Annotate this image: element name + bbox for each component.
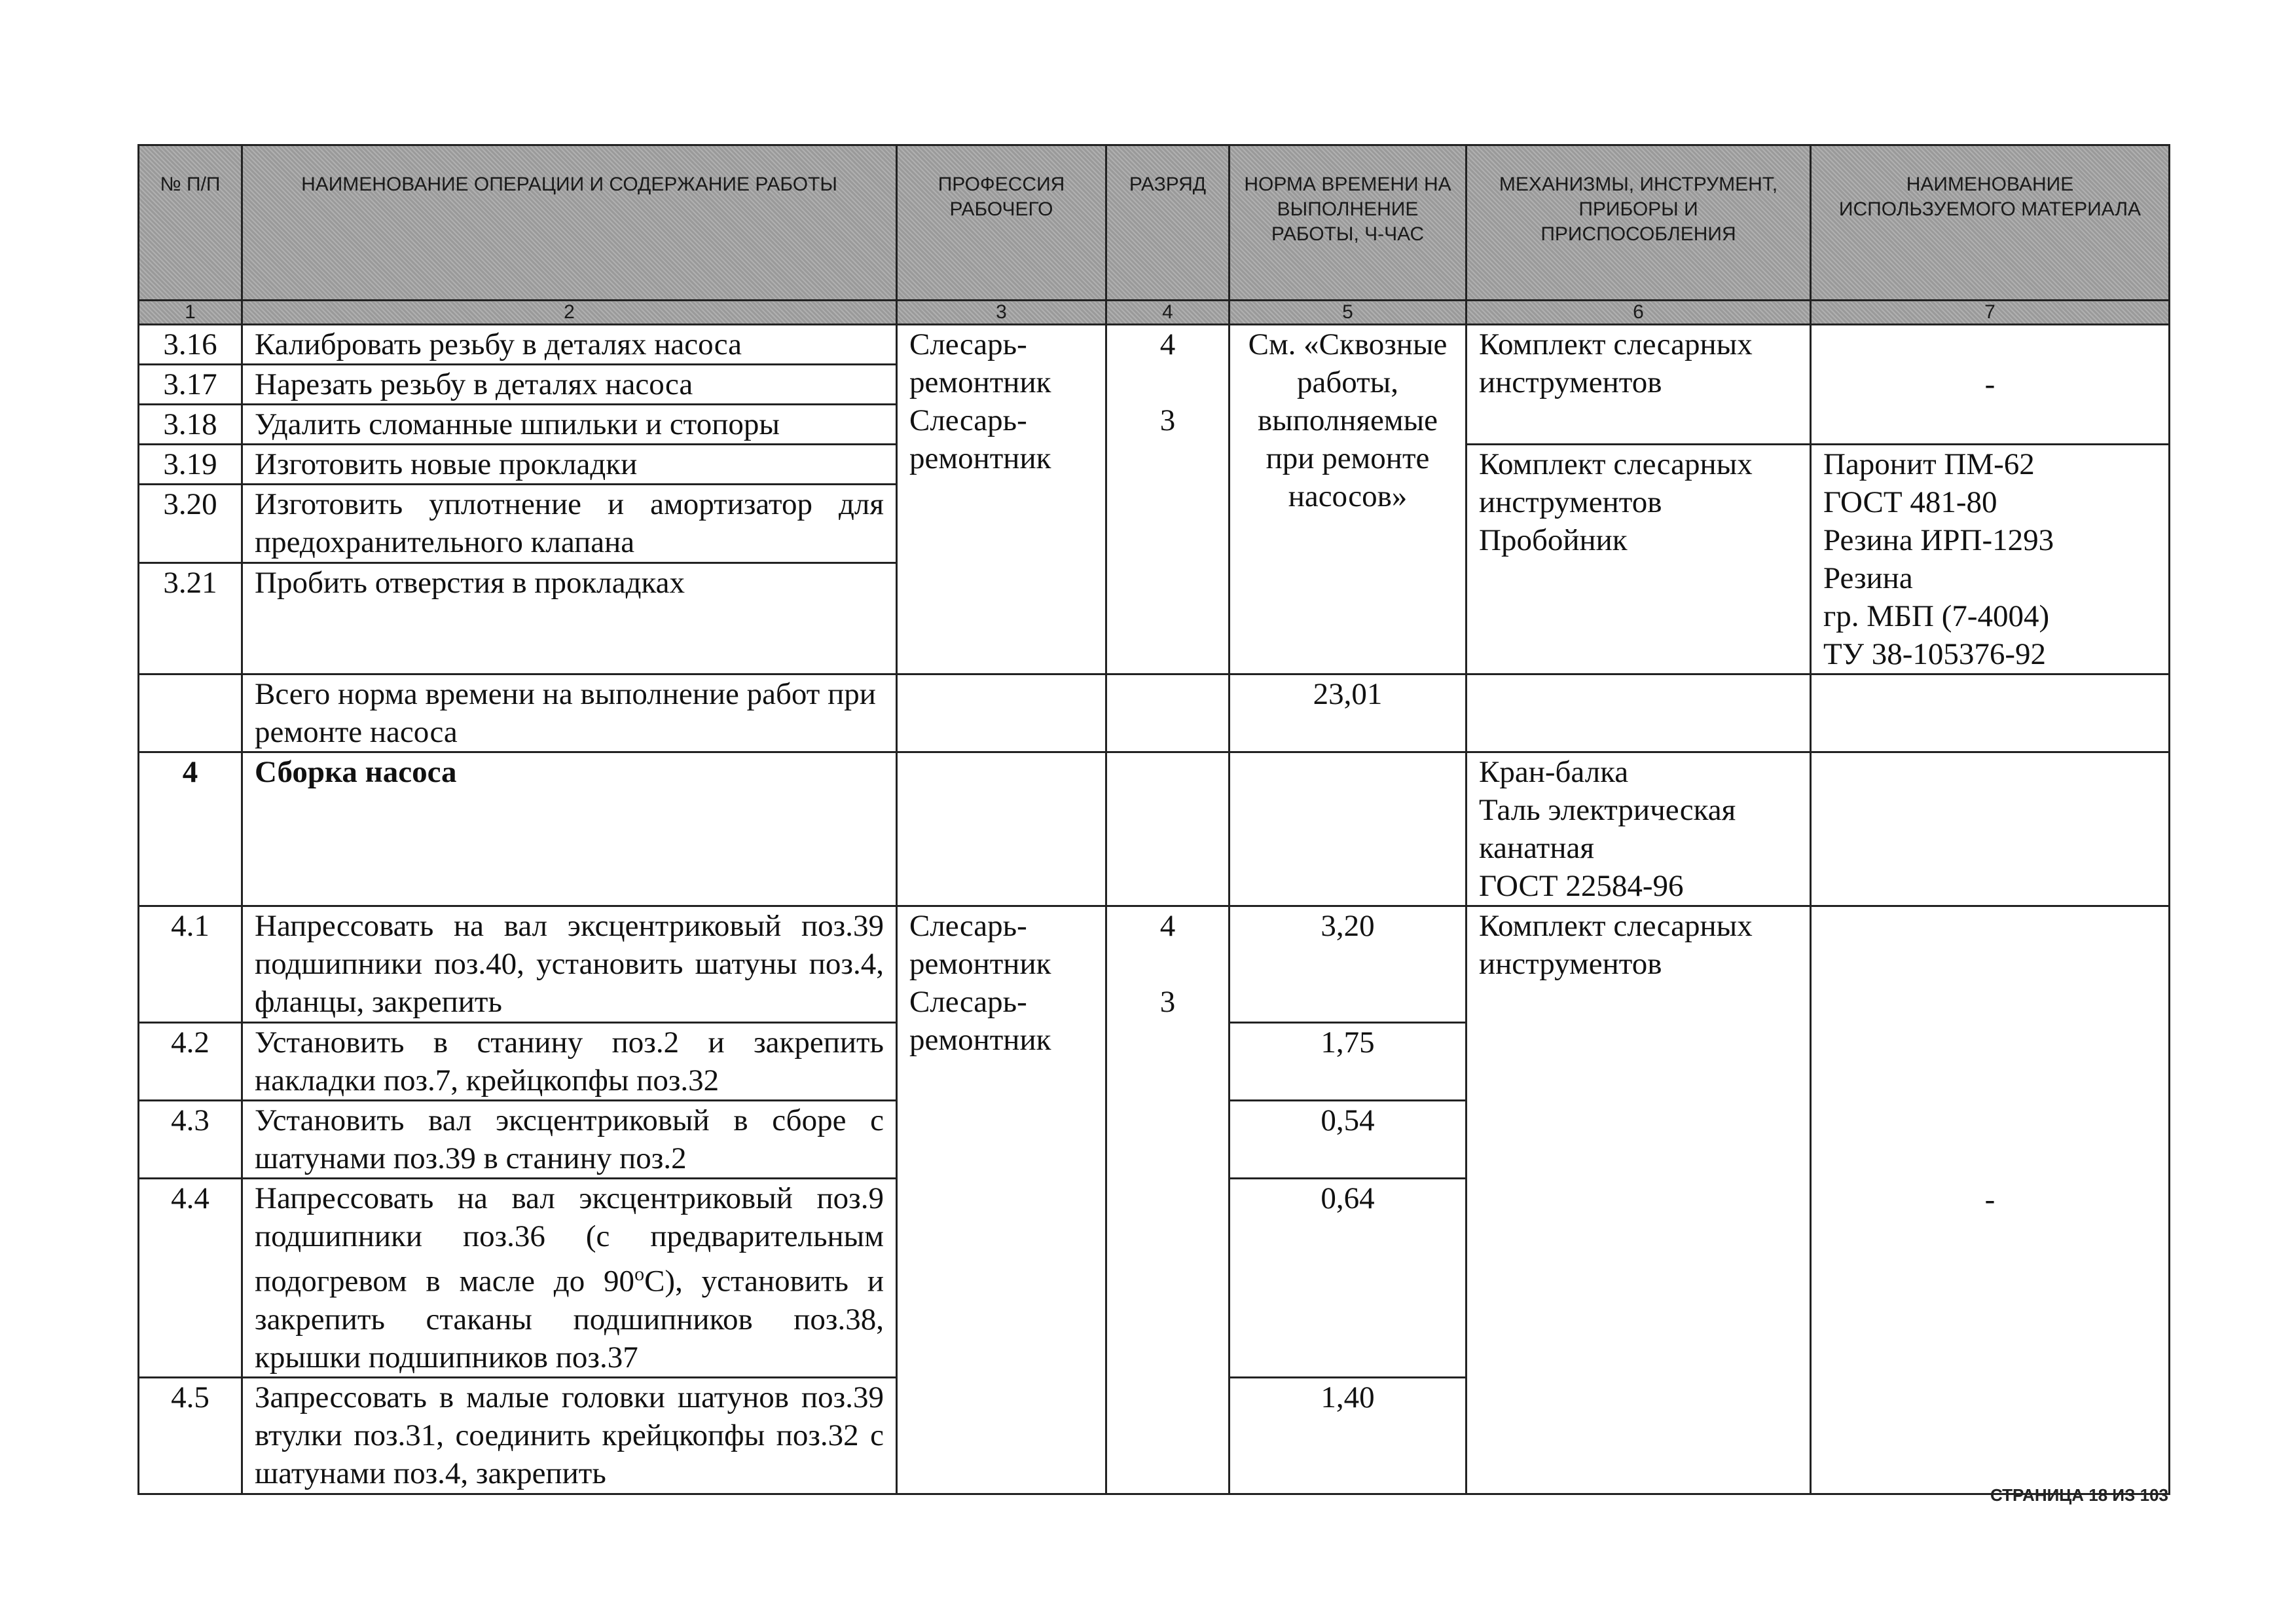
- header-profession: ПРОФЕССИЯ РАБОЧЕГО: [897, 145, 1106, 301]
- header-num: № П/П: [139, 145, 242, 301]
- profession-text: Слесарь-ремонтник: [909, 403, 1051, 475]
- header-col-number: 1: [139, 301, 242, 325]
- header-tools: МЕХАНИЗМЫ, ИНСТРУМЕНТ, ПРИБОРЫ И ПРИСПОСОБЛЕНИЯ: [1467, 145, 1811, 301]
- degree-sup: о: [634, 1263, 645, 1285]
- empty-cell: [1230, 752, 1467, 906]
- empty-cell: [1811, 674, 2170, 752]
- row-num: 4.3: [139, 1101, 242, 1179]
- row-operation: Изготовить уплотнение и амортизатор для предохранительного клапана: [242, 485, 897, 563]
- tools-cell: Комплект слесарных инструментов: [1467, 325, 1811, 445]
- grade-value: 3: [1159, 403, 1176, 437]
- row-num: 3.16: [139, 325, 242, 365]
- header-time-norm: НОРМА ВРЕМЕНИ НА ВЫПОЛНЕНИЕ РАБОТЫ, Ч-ЧАС: [1230, 145, 1467, 301]
- profession-text: Слесарь-ремонтник: [909, 909, 1051, 981]
- row-operation: Напрессовать на вал эксцентриковый поз.39 подшипники поз.40, установить шатуны поз.4, фланцы, закрепить: [242, 906, 897, 1023]
- equipment-text: Таль электрическая канатная: [1479, 793, 1736, 865]
- equipment-text: Кран-балка: [1479, 755, 1629, 789]
- row-norm: 0,64: [1230, 1179, 1467, 1378]
- header-col-number: 6: [1467, 301, 1811, 325]
- row-norm: 1,40: [1230, 1377, 1467, 1494]
- material-text: Паронит ПМ-62: [1823, 447, 2035, 481]
- row-norm: 1,75: [1230, 1023, 1467, 1101]
- empty-cell: [1811, 752, 2170, 906]
- header-col-number: 7: [1811, 301, 2170, 325]
- table-row: [139, 325, 2170, 365]
- row-norm: 3,20: [1230, 906, 1467, 1023]
- section-title: Сборка насоса: [242, 752, 897, 906]
- equipment-cell: [1467, 752, 1811, 906]
- header-col-number: 2: [242, 301, 897, 325]
- empty-cell: [897, 752, 1106, 906]
- empty-cell: [1106, 752, 1230, 906]
- grade-value: 4: [1159, 327, 1176, 361]
- tools-text: Комплект слесарных инструментов: [1479, 447, 1753, 519]
- grade-value: 4: [1159, 909, 1176, 943]
- material-cell: -: [1811, 325, 2170, 445]
- empty-cell: [1106, 674, 1230, 752]
- time-norm-cell: См. «Сквозные работы, выполняемые при ремонте насосов»: [1230, 325, 1467, 674]
- row-num: 4.4: [139, 1179, 242, 1378]
- row-operation: Калибровать резьбу в деталях насоса: [242, 325, 897, 365]
- material-text: ТУ 38-105376-92: [1823, 637, 2047, 671]
- material-cell: [1811, 445, 2170, 674]
- grade-cell: [1106, 906, 1230, 1494]
- row-operation: Запрессовать в малые головки шатунов поз.39 втулки поз.31, соединить крейцкопфы поз.32 с шатунами поз.4, закрепить: [242, 1377, 897, 1494]
- row-operation: Установить в станину поз.2 и закрепить накладки поз.7, крейцкопфы поз.32: [242, 1023, 897, 1101]
- tools-cell: [1467, 445, 1811, 674]
- header-col-number: 4: [1106, 301, 1230, 325]
- profession-text: Слесарь-ремонтник: [909, 327, 1051, 399]
- row-num: 3.18: [139, 405, 242, 445]
- material-text: Резина: [1823, 561, 1913, 595]
- tools-cell: Комплект слесарных инструментов: [1467, 906, 1811, 1494]
- row-norm: 0,54: [1230, 1101, 1467, 1179]
- profession-cell: [897, 325, 1106, 674]
- header-operation: НАИМЕНОВАНИЕ ОПЕРАЦИИ И СОДЕРЖАНИЕ РАБОТЫ: [242, 145, 897, 301]
- total-value: 23,01: [1230, 674, 1467, 752]
- material-text: гр. МБП (7-4004): [1823, 599, 2050, 633]
- row-num: 4.1: [139, 906, 242, 1023]
- header-col-number: 5: [1230, 301, 1467, 325]
- operations-table: [137, 144, 2170, 1495]
- row-operation: Удалить сломанные шпильки и стопоры: [242, 405, 897, 445]
- row-num: 3.17: [139, 365, 242, 405]
- empty-cell: [139, 674, 242, 752]
- profession-cell: [897, 906, 1106, 1494]
- header-col-number: 3: [897, 301, 1106, 325]
- section-num: 4: [139, 752, 242, 906]
- total-row: [139, 674, 2170, 752]
- row-operation: Пробить отверстия в прокладках: [242, 563, 897, 674]
- row-operation-text: Напрессовать на вал эксцентриковый поз.9 подшипники поз.36 (с предварительным подогревом в масле до 90: [255, 1181, 884, 1299]
- section-row: [139, 752, 2170, 906]
- material-cell: -: [1811, 906, 2170, 1494]
- equipment-text: ГОСТ 22584-96: [1479, 869, 1684, 903]
- row-num: 4.2: [139, 1023, 242, 1101]
- total-label: Всего норма времени на выполнение работ при ремонте насоса: [242, 674, 897, 752]
- row-num: 3.20: [139, 485, 242, 563]
- row-operation: Нарезать резьбу в деталях насоса: [242, 365, 897, 405]
- page-number: СТРАНИЦА 18 ИЗ 103: [1990, 1485, 2168, 1505]
- row-operation: Установить вал эксцентриковый в сборе с шатунами поз.39 в станину поз.2: [242, 1101, 897, 1179]
- tools-text: Пробойник: [1479, 523, 1628, 557]
- row-operation: [242, 1179, 897, 1378]
- grade-value: 3: [1159, 985, 1176, 1019]
- material-text: Резина ИРП-1293: [1823, 523, 2054, 557]
- table-row: [139, 906, 2170, 1023]
- row-operation-text: С), установить и закрепить стаканы подшипников поз.38, крышки подшипников поз.37: [255, 1264, 884, 1375]
- header-grade: РАЗРЯД: [1106, 145, 1230, 301]
- row-operation: Изготовить новые прокладки: [242, 445, 897, 485]
- header-material: НАИМЕНОВАНИЕ ИСПОЛЬЗУЕМОГО МАТЕРИАЛА: [1811, 145, 2170, 301]
- empty-cell: [897, 674, 1106, 752]
- empty-cell: [1467, 674, 1811, 752]
- row-num: 4.5: [139, 1377, 242, 1494]
- row-num: 3.19: [139, 445, 242, 485]
- material-text: ГОСТ 481-80: [1823, 485, 1997, 519]
- grade-cell: [1106, 325, 1230, 674]
- profession-text: Слесарь-ремонтник: [909, 985, 1051, 1057]
- row-num: 3.21: [139, 563, 242, 674]
